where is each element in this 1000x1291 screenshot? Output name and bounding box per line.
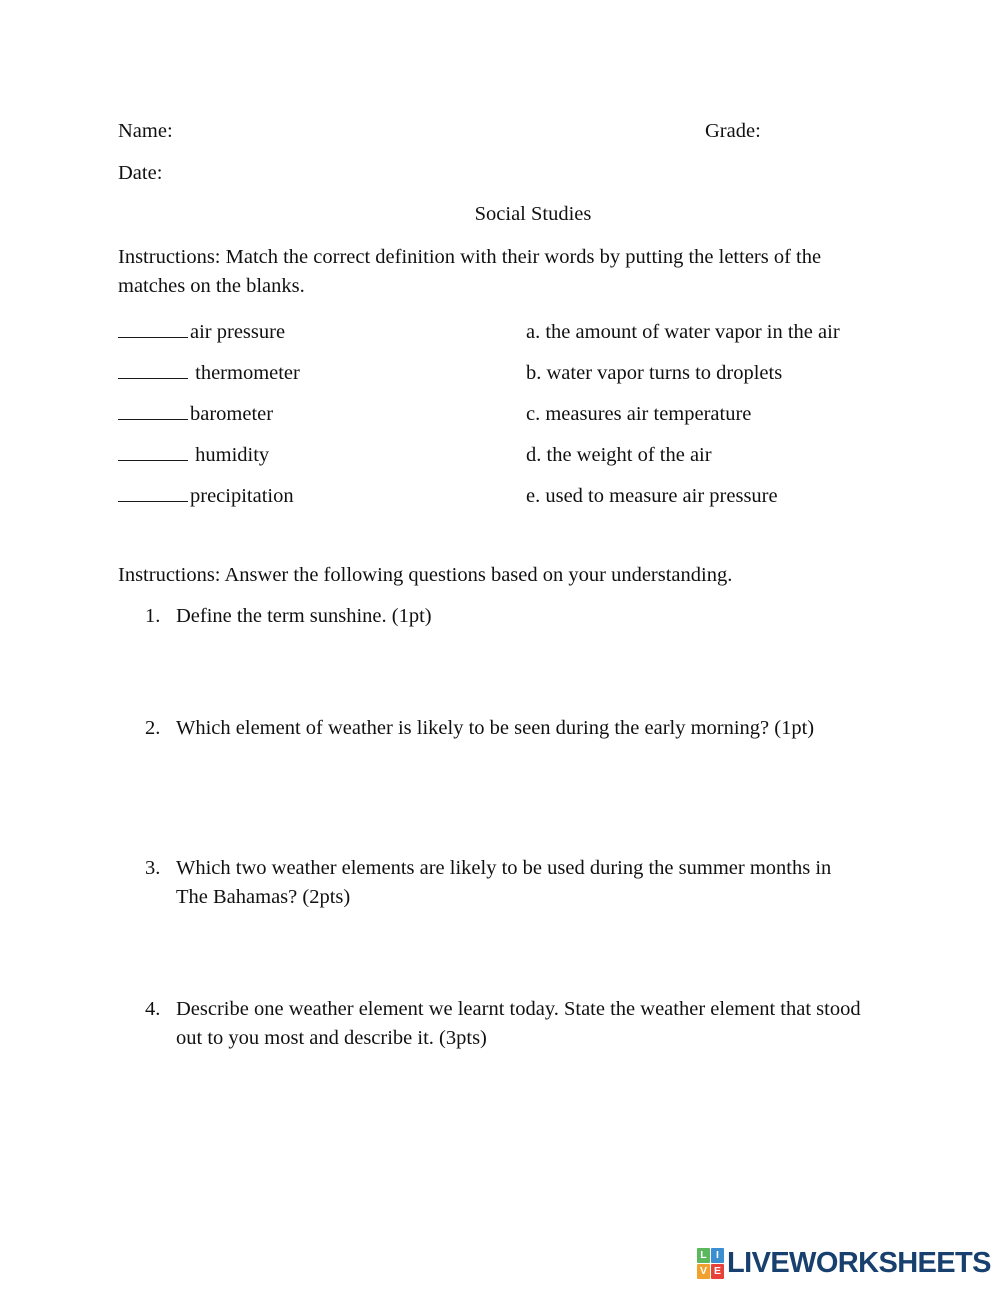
logo-tile-l: L xyxy=(697,1248,710,1263)
question-item xyxy=(145,602,845,631)
question-number: 2. xyxy=(145,717,161,739)
matching-exercise xyxy=(118,312,918,517)
grade-field-label: Grade: xyxy=(705,120,761,142)
matching-instructions: Instructions: Match the correct definition with their words by putting the letters of the matches on the blanks. xyxy=(118,246,822,297)
matching-term-entry xyxy=(118,394,273,435)
answer-blank[interactable] xyxy=(118,360,188,379)
matching-row xyxy=(118,353,918,394)
logo-tile-v: V xyxy=(697,1264,710,1279)
question-number: 3. xyxy=(145,857,161,879)
matching-term-label: precipitation xyxy=(190,485,294,507)
matching-term-label: barometer xyxy=(190,403,274,425)
matching-term-label: air pressure xyxy=(190,321,286,343)
matching-term-entry xyxy=(118,476,294,517)
question-text: Which two weather elements are likely to be used during the summer months in The Bahamas? (2pts) xyxy=(176,857,832,908)
matching-row xyxy=(118,312,918,353)
logo-tile-i: I xyxy=(711,1248,724,1263)
matching-definition-label: c. measures air temperature xyxy=(526,403,752,425)
matching-term-label: humidity xyxy=(190,444,270,466)
question-text: Which element of weather is likely to be seen during the early morning? (1pt) xyxy=(176,717,815,739)
question-item xyxy=(145,854,845,912)
matching-row xyxy=(118,394,918,435)
matching-definition-label: d. the weight of the air xyxy=(526,444,712,466)
date-field-label: Date: xyxy=(118,162,163,184)
matching-row xyxy=(118,476,918,517)
liveworksheets-logo[interactable] xyxy=(697,1246,991,1280)
answer-blank[interactable] xyxy=(118,319,188,338)
liveworksheets-wordmark: LIVEWORKSHEETS xyxy=(727,1246,991,1279)
question-number: 1. xyxy=(145,605,161,627)
question-item xyxy=(145,995,885,1053)
matching-term-entry xyxy=(118,435,269,476)
matching-term-label: thermometer xyxy=(190,362,300,384)
question-text: Define the term sunshine. (1pt) xyxy=(176,605,432,627)
matching-term-entry xyxy=(118,353,300,394)
question-item xyxy=(145,714,861,743)
questions-instructions: Instructions: Answer the following questions based on your understanding. xyxy=(118,564,733,586)
name-field-label: Name: xyxy=(118,120,173,142)
answer-blank[interactable] xyxy=(118,483,188,502)
matching-definition-label: e. used to measure air pressure xyxy=(526,485,778,507)
answer-blank[interactable] xyxy=(118,442,188,461)
logo-tile-e: E xyxy=(711,1264,724,1279)
question-number: 4. xyxy=(145,998,161,1020)
matching-definition-label: b. water vapor turns to droplets xyxy=(526,362,783,384)
matching-row xyxy=(118,435,918,476)
answer-blank[interactable] xyxy=(118,401,188,420)
page-title: Social Studies xyxy=(474,203,592,225)
matching-term-entry xyxy=(118,312,285,353)
question-text: Describe one weather element we learnt today. State the weather element that stood out to you most and describe it. (3pts) xyxy=(176,998,861,1049)
matching-definition-label: a. the amount of water vapor in the air xyxy=(526,321,840,343)
liveworksheets-logo-icon xyxy=(697,1248,724,1279)
